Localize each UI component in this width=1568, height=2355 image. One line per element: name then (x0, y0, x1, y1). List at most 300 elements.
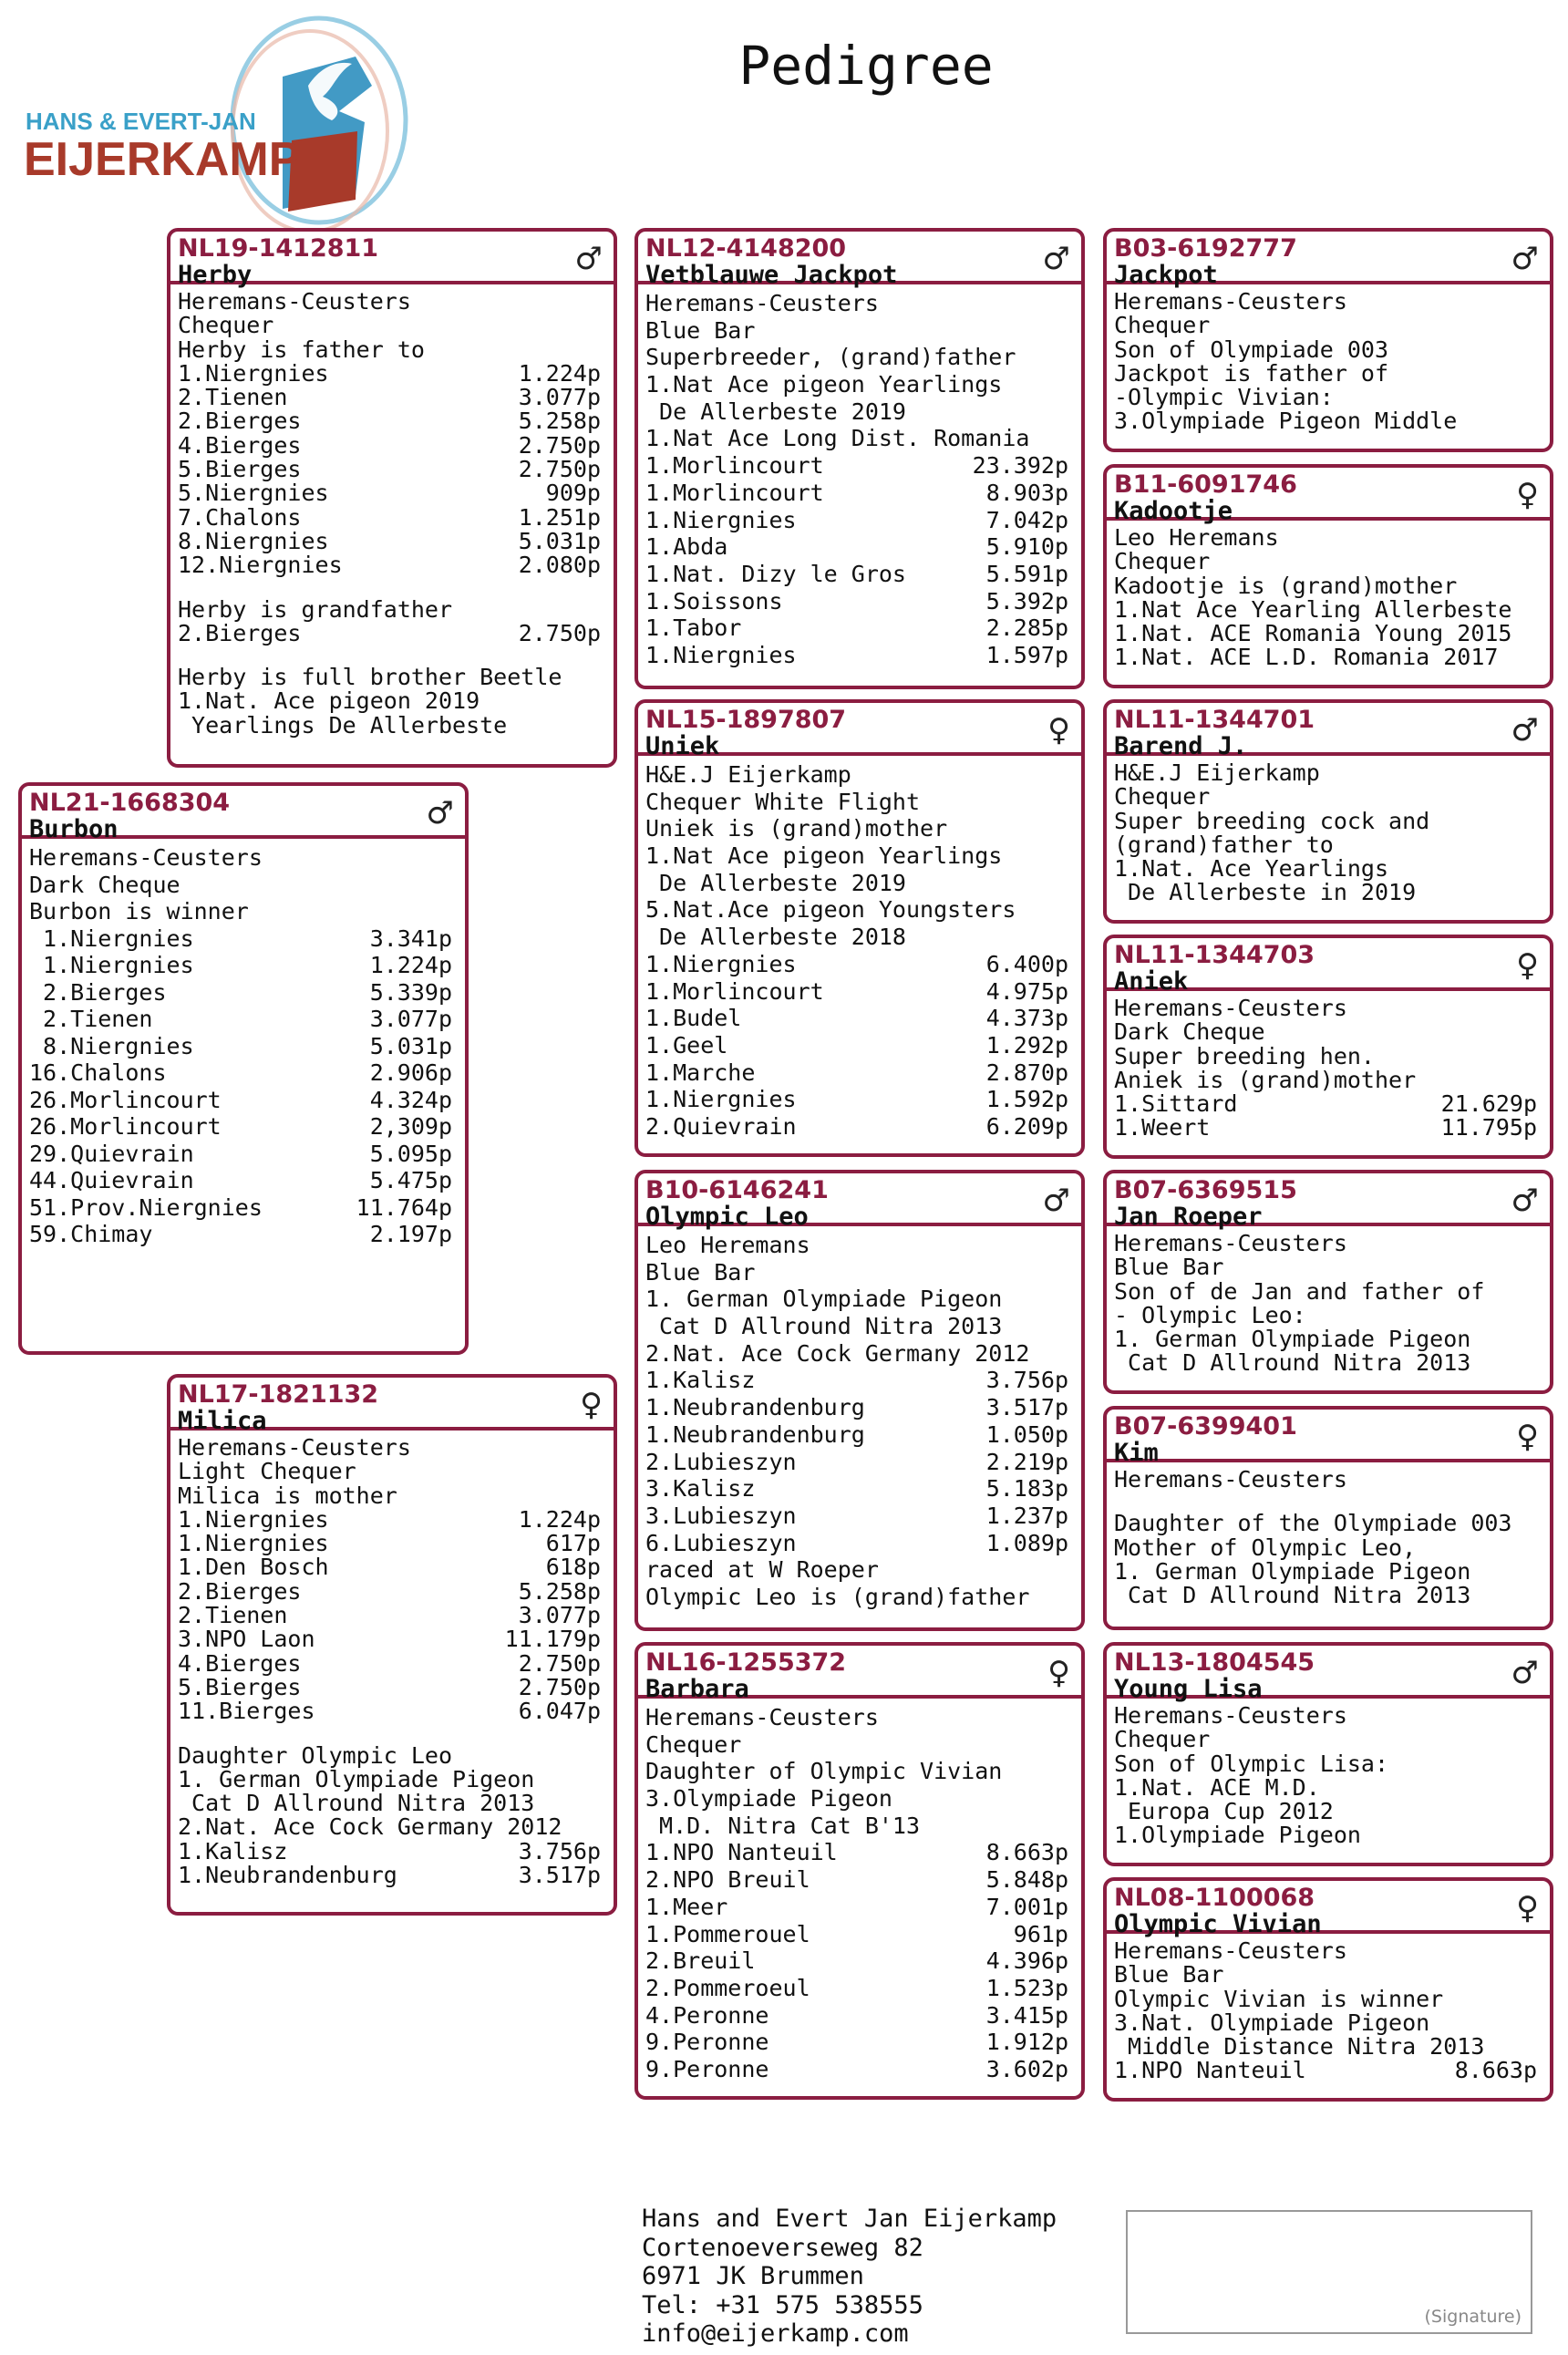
line-text: 3.Nat. Olympiade Pigeon (1114, 2009, 1430, 2036)
line-text: Chequer (1114, 312, 1211, 339)
participants-count: 1.292p (985, 1031, 1068, 1059)
info-line (178, 666, 606, 689)
card-barbara (634, 1642, 1085, 2100)
male-icon: ♂ (1511, 1183, 1539, 1219)
card-body (170, 284, 614, 741)
info-line (645, 425, 1074, 452)
line-text: 16.Chalons (29, 1059, 167, 1086)
ring-number: B07-6399401 (1114, 1412, 1297, 1441)
participants-count: 617p (545, 1530, 601, 1557)
participants-count: 3.341p (369, 924, 452, 952)
line-text: Heremans-Ceusters (29, 844, 263, 871)
signature-label: (Signature) (1424, 2307, 1522, 2327)
male-icon: ♂ (1511, 241, 1539, 277)
info-line (645, 1313, 1074, 1340)
line-text: Son of Olympiade 003 (1114, 336, 1389, 363)
line-text: 1.Morlincourt (645, 452, 824, 480)
participants-count: 8.663p (1454, 2057, 1537, 2084)
info-line (1114, 2011, 1542, 2035)
line-text: 1.Neubrandenburg (178, 1862, 397, 1889)
line-text: 5.Bierges (178, 456, 302, 483)
line-text: 2.Quievrain (645, 1112, 797, 1140)
result-row (645, 978, 1074, 1006)
line-text: 1.Niergnies (178, 359, 329, 387)
line-text: Heremans-Ceusters (1114, 288, 1347, 315)
address-line: Tel: +31 575 538555 (642, 2290, 923, 2319)
ring-number: NL16-1255372 (645, 1648, 847, 1677)
line-text: 1.Nat Ace Yearling Allerbeste (1114, 595, 1512, 623)
result-row (29, 1221, 458, 1248)
participants-count: 8.663p (985, 1839, 1068, 1866)
line-text: 1.Soissons (645, 587, 783, 615)
line-text: Herby is grandfather (178, 595, 453, 623)
line-text: 6.Lubieszyn (645, 1529, 797, 1556)
line-text: H&E.J Eijerkamp (1114, 759, 1320, 786)
info-line (1114, 409, 1542, 433)
line-text: 7.Chalons (178, 503, 302, 531)
participants-count: 5.339p (369, 978, 452, 1006)
info-line (645, 789, 1074, 816)
result-row (645, 1947, 1074, 1975)
result-row (645, 1394, 1074, 1421)
line-text: 9.Peronne (645, 2029, 769, 2056)
info-line (1114, 1704, 1542, 1728)
result-row (645, 951, 1074, 978)
card-body (22, 839, 465, 1252)
line-text: 5.Bierges (178, 1673, 302, 1700)
info-line (29, 898, 458, 925)
line-text: - Olympic Leo: (1114, 1301, 1306, 1328)
result-row (645, 1113, 1074, 1141)
info-line (1114, 646, 1542, 669)
line-text: Herby is full brother Beetle (178, 664, 562, 691)
participants-count: 2.219p (985, 1448, 1068, 1475)
result-row (178, 458, 606, 481)
info-line (1114, 1557, 1542, 1585)
info-line (1114, 761, 1542, 785)
participants-count: 1.592p (985, 1086, 1068, 1113)
line-text: Olympic Leo is (grand)father (645, 1583, 1030, 1610)
line-text: 2.Bierges (178, 408, 302, 435)
info-line (1114, 526, 1542, 550)
line-text: Heremans-Ceusters (1114, 995, 1347, 1021)
card-olympic-leo (634, 1170, 1085, 1631)
result-row (178, 1555, 606, 1579)
info-line (178, 1724, 606, 1744)
participants-count: 2.750p (518, 619, 601, 646)
result-row (645, 1866, 1074, 1894)
info-line (1114, 338, 1542, 362)
card-header (1107, 938, 1550, 996)
participants-count: 3.756p (985, 1367, 1068, 1394)
card-barend-j (1103, 699, 1553, 924)
result-row (178, 409, 606, 433)
info-line (178, 711, 606, 739)
info-line (178, 314, 606, 337)
line-text: Leo Heremans (645, 1232, 810, 1258)
line-text: 1.Niergnies (645, 1086, 797, 1113)
info-line (1114, 550, 1542, 573)
info-line (645, 1731, 1074, 1759)
card-vetblauwe-jackpot (634, 228, 1085, 689)
result-row (1114, 1116, 1542, 1140)
line-text: Super breeding cock and (1114, 807, 1430, 834)
line-text: 1.Olympiade Pigeon (1114, 1822, 1361, 1849)
address-line: Hans and Evert Jan Eijerkamp (642, 2205, 1057, 2233)
pigeon-name: Aniek (1114, 967, 1189, 996)
line-text: 5.Niergnies (178, 480, 329, 507)
info-line (1114, 1823, 1542, 1847)
line-text: 2.Bierges (29, 978, 167, 1006)
participants-count: 1.089p (985, 1529, 1068, 1556)
male-icon: ♂ (1511, 1655, 1539, 1691)
card-header (1107, 468, 1550, 525)
line-text: 1.Geel (645, 1031, 728, 1059)
result-row (178, 527, 606, 554)
line-text: Dark Cheque (1114, 1018, 1265, 1046)
line-text: 1.Meer (645, 1893, 728, 1920)
participants-count: 23.392p (972, 452, 1068, 480)
line-text: 1.Neubrandenburg (645, 1394, 865, 1421)
line-text: Son of Olympic Lisa: (1114, 1750, 1389, 1777)
result-row (645, 588, 1074, 615)
line-text: Blue Bar (645, 316, 756, 344)
result-row (645, 1475, 1074, 1503)
result-row (178, 1673, 606, 1700)
line-text: Uniek is (grand)mother (645, 815, 948, 842)
pigeon-name: Uniek (645, 732, 720, 760)
line-text: 1.Nat. ACE Romania Young 2015 (1114, 620, 1512, 647)
line-text: 8.Niergnies (178, 527, 329, 554)
result-row (178, 1649, 606, 1677)
female-icon: ♀ (1516, 1419, 1539, 1455)
female-icon: ♀ (580, 1387, 603, 1423)
participants-count: 1.224p (518, 1505, 601, 1533)
info-line (1114, 359, 1542, 387)
info-line (178, 1436, 606, 1460)
line-text: 2.Lubieszyn (645, 1448, 797, 1475)
line-text: 1.Nat. Ace Yearlings (1114, 855, 1389, 883)
line-text: 4.Bierges (178, 431, 302, 459)
info-line (1114, 1939, 1542, 1963)
participants-count: 3.415p (985, 2001, 1068, 2029)
result-row (29, 1194, 458, 1222)
pigeon-name: Kadootje (1114, 497, 1233, 525)
card-body (1107, 1462, 1550, 1611)
info-line (1114, 1536, 1542, 1560)
line-text: 1.Den Bosch (178, 1554, 329, 1581)
participants-count: 8.903p (985, 479, 1068, 506)
line-text: 1.Nat Ace pigeon Yearlings (645, 371, 1003, 398)
card-header (1107, 232, 1550, 289)
participants-count: 6.047p (518, 1698, 601, 1725)
line-text: 3.Olympiade Pigeon Middle (1114, 408, 1458, 435)
result-row (178, 1864, 606, 1887)
female-icon: ♀ (1047, 1655, 1070, 1691)
line-text: Blue Bar (1114, 1961, 1224, 1988)
pigeon-name: Kim (1114, 1439, 1159, 1467)
participants-count: 1.224p (369, 952, 452, 978)
ring-number: B11-6091746 (1114, 470, 1297, 499)
result-row (645, 1421, 1074, 1449)
line-text: 1.Kalisz (178, 1837, 288, 1864)
result-row (178, 1837, 606, 1864)
participants-count: 4.324p (369, 1086, 452, 1113)
line-text: M.D. Nitra Cat B'13 (645, 1812, 921, 1839)
participants-count: 5.591p (985, 560, 1068, 587)
ring-number: NL21-1668304 (29, 789, 231, 817)
info-line (178, 646, 606, 666)
info-line (645, 1584, 1074, 1611)
result-row (178, 503, 606, 531)
line-text: Kadootje is (grand)mother (1114, 572, 1458, 599)
participants-count: 1.251p (518, 503, 601, 531)
participants-count: 2.750p (518, 1673, 601, 1700)
line-text: Heremans-Ceusters (178, 1434, 411, 1461)
info-line (645, 1259, 1074, 1286)
card-body (1107, 991, 1550, 1144)
info-line (645, 371, 1074, 398)
info-line (645, 1813, 1074, 1840)
female-icon: ♀ (1516, 477, 1539, 513)
participants-count: 2.750p (518, 456, 601, 483)
line-text: 51.Prov.Niergnies (29, 1193, 263, 1221)
line-text: Olympic Vivian is winner (1114, 1985, 1444, 2012)
info-line (1114, 1752, 1542, 1776)
participants-count: 7.001p (985, 1893, 1068, 1920)
line-text: Dark Cheque (29, 871, 181, 898)
info-line (645, 924, 1074, 951)
participants-count: 2.750p (518, 1649, 601, 1677)
card-kadootje (1103, 464, 1553, 688)
line-text: 1.Sittard (1114, 1090, 1238, 1118)
line-text: Son of de Jan and father of (1114, 1277, 1485, 1305)
result-row (29, 1167, 458, 1194)
line-text: 2.Bierges (178, 1577, 302, 1605)
participants-count: 3.077p (518, 384, 601, 411)
info-line (178, 1765, 606, 1792)
line-text: 2.NPO Breuil (645, 1866, 810, 1894)
info-line (1114, 1232, 1542, 1255)
result-row (645, 1005, 1074, 1032)
participants-count: 2.870p (985, 1059, 1068, 1086)
info-line (1114, 386, 1542, 409)
line-text: 26.Morlincourt (29, 1113, 222, 1140)
line-text: (grand)father to (1114, 831, 1334, 858)
address-line: 6971 JK Brummen (642, 2262, 864, 2290)
line-text: 3.NPO Laon (178, 1626, 315, 1653)
info-line (178, 1460, 606, 1483)
line-text: 3.Lubieszyn (645, 1502, 797, 1529)
result-row (29, 1113, 458, 1141)
result-row (645, 2002, 1074, 2030)
card-kim (1103, 1406, 1553, 1630)
pigeon-name: Olympic Vivian (1114, 1910, 1322, 1938)
line-text: 2.Tienen (178, 1602, 288, 1629)
line-text: 2.Tienen (178, 384, 288, 411)
female-icon: ♀ (1516, 947, 1539, 984)
line-text: Heremans-Ceusters (1114, 1702, 1347, 1729)
line-text: 1.Niergnies (645, 950, 797, 977)
ring-number: NL08-1100068 (1114, 1884, 1315, 1912)
card-header (638, 232, 1081, 289)
info-line (1114, 1728, 1542, 1751)
pigeon-name: Burbon (29, 815, 119, 843)
line-text: 1.Abda (645, 533, 728, 561)
info-line (1114, 1985, 1542, 2012)
line-text: Cat D Allround Nitra 2013 (645, 1313, 1003, 1340)
male-icon: ♂ (1042, 1183, 1070, 1219)
result-row (645, 507, 1074, 534)
result-row (1114, 2059, 1542, 2082)
line-text: Mother of Olympic Leo, (1114, 1534, 1417, 1561)
result-row (645, 615, 1074, 642)
line-text: 1.Nat Ace pigeon Yearlings (645, 842, 1003, 870)
line-text: Chequer White Flight (645, 788, 921, 815)
card-header (170, 1378, 614, 1435)
line-text: Daughter of the Olympiade 003 (1114, 1510, 1512, 1537)
line-text: Yearlings De Allerbeste (178, 711, 508, 739)
line-text: 8.Niergnies (29, 1032, 194, 1059)
result-row (645, 533, 1074, 561)
ring-number: B03-6192777 (1114, 234, 1297, 263)
participants-count: 1.224p (518, 359, 601, 387)
info-line (1114, 881, 1542, 904)
participants-count: 2.750p (518, 431, 601, 459)
info-line (645, 1232, 1074, 1259)
line-text: Heremans-Ceusters (645, 290, 879, 316)
result-row (645, 1367, 1074, 1394)
line-text: 4.Peronne (645, 2001, 769, 2029)
card-header (638, 703, 1081, 760)
card-olympic-vivian (1103, 1877, 1553, 2102)
eijerkamp-logo (18, 13, 410, 232)
participants-count: 1.597p (985, 641, 1068, 668)
info-line (645, 1758, 1074, 1785)
line-text: 1.Niergnies (29, 952, 194, 978)
pigeon-name: Milica (178, 1407, 267, 1435)
info-line (178, 1484, 606, 1508)
result-row (645, 1530, 1074, 1557)
info-line (645, 842, 1074, 870)
result-row (645, 1032, 1074, 1059)
result-row (29, 1033, 458, 1060)
line-text: -Olympic Vivian: (1114, 384, 1334, 411)
info-line (178, 595, 606, 623)
line-text: Daughter Olympic Leo (178, 1741, 453, 1769)
line-text: 1. German Olympiade Pigeon (178, 1765, 535, 1792)
line-text: 1.Niergnies (645, 641, 797, 668)
info-line (178, 290, 606, 314)
line-text: Super breeding hen. (1114, 1042, 1375, 1069)
line-text: Light Chequer (178, 1458, 356, 1485)
ring-number: NL12-4148200 (645, 234, 847, 263)
line-text: 1.Weert (1114, 1114, 1211, 1141)
info-line (1114, 574, 1542, 598)
participants-count: 1.050p (985, 1420, 1068, 1448)
participants-count: 5.031p (369, 1032, 452, 1059)
info-line (1114, 1351, 1542, 1375)
card-header (1107, 1173, 1550, 1231)
line-text: Heremans-Ceusters (645, 1704, 879, 1730)
line-text: 1. German Olympiade Pigeon (1114, 1326, 1471, 1353)
participants-count: 5.183p (985, 1475, 1068, 1503)
line-text: 2.Nat. Ace Cock Germany 2012 (178, 1813, 562, 1841)
info-line (1114, 1066, 1542, 1093)
result-row (645, 1839, 1074, 1866)
participants-count: 7.042p (985, 506, 1068, 533)
info-line (645, 1785, 1074, 1813)
line-text: 1. German Olympiade Pigeon (645, 1286, 1003, 1313)
line-text: 3.Kalisz (645, 1475, 756, 1503)
info-line (645, 398, 1074, 426)
result-row (178, 386, 606, 409)
pigeon-name: Olympic Leo (645, 1203, 809, 1231)
result-row (178, 1532, 606, 1555)
line-text: 2.Breuil (645, 1947, 756, 1975)
line-text: Superbreeder, (grand)father (645, 344, 1016, 371)
card-body (1107, 521, 1550, 674)
ring-number: NL17-1821132 (178, 1380, 379, 1409)
line-text: Milica is mother (178, 1482, 397, 1509)
line-text: De Allerbeste in 2019 (1114, 879, 1417, 906)
line-text: 4.Bierges (178, 1649, 302, 1677)
result-row (178, 1604, 606, 1627)
info-line (1114, 1277, 1542, 1305)
result-row (178, 553, 606, 577)
line-text: Herby is father to (178, 336, 425, 363)
info-line (645, 870, 1074, 897)
logo-line1: HANS & EVERT-JAN (26, 108, 256, 135)
info-line (1114, 1800, 1542, 1823)
info-line (645, 896, 1074, 924)
participants-count: 3.077p (369, 1006, 452, 1032)
card-body (1107, 756, 1550, 909)
male-icon: ♂ (1042, 241, 1070, 277)
info-line (645, 1704, 1074, 1731)
info-line (1114, 2035, 1542, 2059)
result-row (1114, 1092, 1542, 1116)
info-line (178, 1792, 606, 1815)
pigeon-name: Jan Roeper (1114, 1203, 1263, 1231)
card-uniek (634, 699, 1085, 1157)
line-text: 9.Peronne (645, 2055, 769, 2082)
line-text: 11.Bierges (178, 1698, 315, 1725)
info-line (178, 338, 606, 362)
line-text: 1.Niergnies (178, 1530, 329, 1557)
line-text: Daughter of Olympic Vivian (645, 1758, 1003, 1785)
result-row (645, 561, 1074, 588)
line-text: Leo Heremans (1114, 524, 1279, 551)
participants-count: 3.602p (985, 2055, 1068, 2082)
info-line (1114, 1512, 1542, 1535)
participants-count: 3.756p (518, 1837, 601, 1864)
line-text: Middle Distance Nitra 2013 (1114, 2033, 1485, 2061)
line-text: Cat D Allround Nitra 2013 (1114, 1582, 1471, 1609)
info-line (1114, 1773, 1542, 1801)
info-line (178, 1815, 606, 1839)
line-text: Heremans-Ceusters (1114, 1937, 1347, 1964)
participants-count: 5.392p (985, 587, 1068, 615)
line-text: 2.Pommeroeul (645, 1974, 810, 2001)
line-text: Chequer (1114, 1726, 1211, 1753)
line-text: Chequer (1114, 783, 1211, 811)
participants-count: 5.031p (518, 527, 601, 554)
participants-count: 3.077p (518, 1602, 601, 1629)
participants-count: 909p (545, 480, 601, 507)
info-line (1114, 1255, 1542, 1279)
info-line (29, 872, 458, 899)
